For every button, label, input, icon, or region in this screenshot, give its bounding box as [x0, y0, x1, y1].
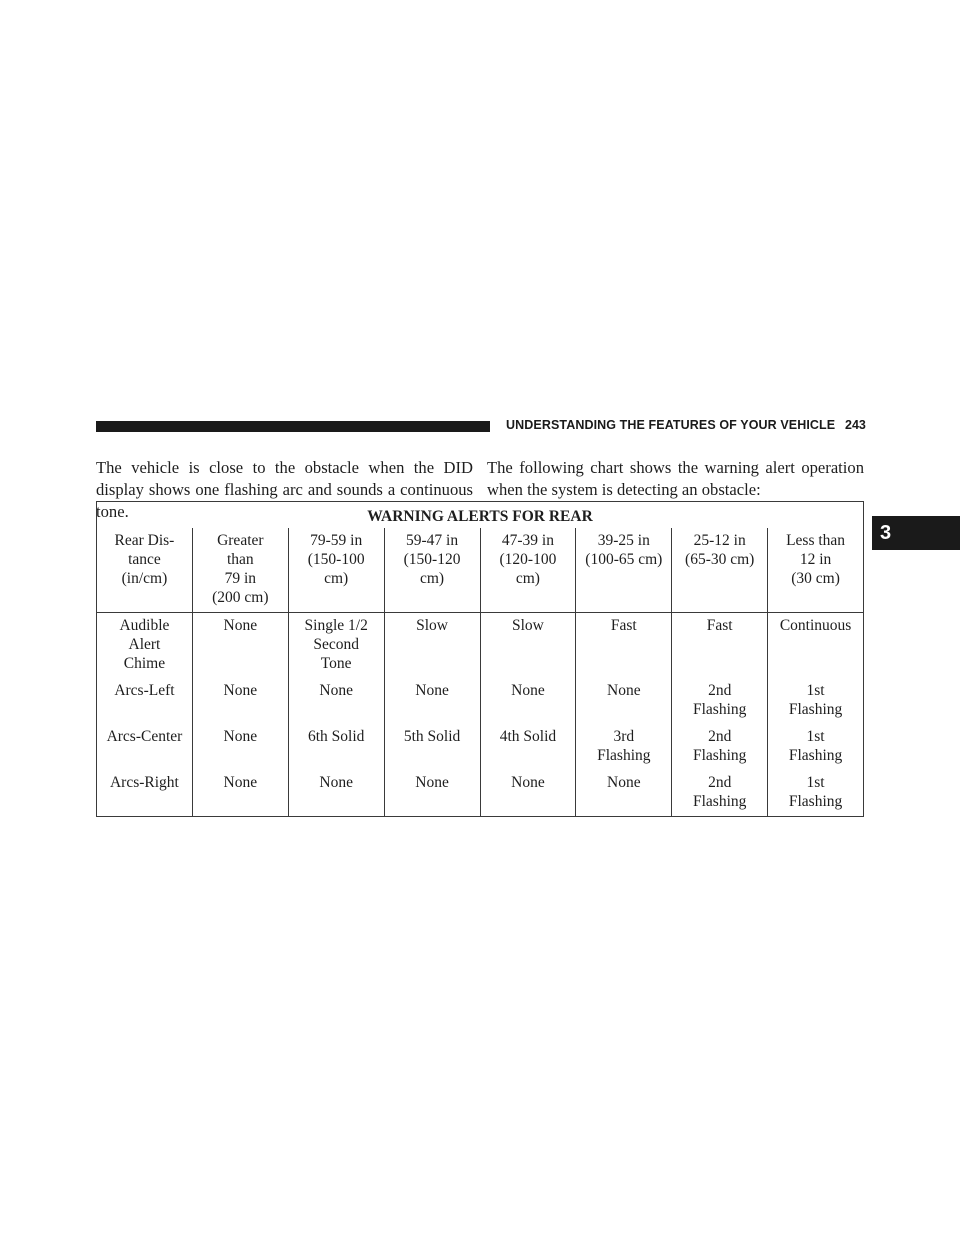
cell-line: (120-100	[499, 551, 557, 568]
table-cell	[192, 770, 288, 817]
cell-line: 25-12 in	[693, 532, 746, 549]
cell-line: Flashing	[788, 747, 843, 764]
table-cell	[672, 724, 768, 770]
header-cell	[192, 528, 288, 613]
cell-line: None	[415, 682, 449, 699]
cell-line: 1st	[806, 728, 825, 745]
cell-line: Flashing	[692, 793, 747, 810]
cell-line: None	[223, 728, 258, 745]
cell-line: (200 cm)	[212, 589, 269, 606]
cell-line: Greater	[217, 532, 264, 549]
cell-line: cm)	[515, 570, 540, 587]
table-cell	[288, 770, 384, 817]
cell-line: Flashing	[597, 747, 651, 764]
cell-line: None	[607, 774, 641, 791]
cell-line: 12 in	[799, 551, 832, 568]
cell-line: 39-25 in	[597, 532, 650, 549]
cell-line: tance	[128, 551, 161, 568]
cell-line: Continuous	[779, 617, 852, 634]
table-cell	[576, 724, 672, 770]
table-cell	[768, 613, 864, 679]
table-title: WARNING ALERTS FOR REAR	[97, 502, 864, 529]
cell-line: cm)	[324, 570, 349, 587]
table-cell	[768, 678, 864, 724]
table-row	[97, 613, 864, 679]
table-cell	[288, 613, 384, 679]
cell-line: 6th Solid	[307, 728, 365, 745]
table-cell	[192, 613, 288, 679]
cell-line: Flashing	[788, 701, 843, 718]
cell-line: Less than	[786, 532, 846, 549]
table-cell	[384, 678, 480, 724]
table-cell	[192, 724, 288, 770]
row-label-cell	[97, 770, 193, 817]
header-cell	[672, 528, 768, 613]
cell-line: None	[415, 774, 449, 791]
cell-line: Second	[313, 636, 359, 653]
cell-line: Arcs-Right	[109, 774, 179, 791]
cell-line: Flashing	[692, 701, 747, 718]
table-cell	[480, 770, 576, 817]
table-cell	[480, 613, 576, 679]
cell-line: than	[226, 551, 254, 568]
table-row	[97, 724, 864, 770]
cell-line: Chime	[123, 655, 166, 672]
cell-line: None	[607, 682, 641, 699]
table-cell	[480, 678, 576, 724]
table-cell	[384, 613, 480, 679]
table-cell	[288, 724, 384, 770]
cell-line: Alert	[128, 636, 161, 653]
header-rule-bar	[96, 421, 490, 432]
cell-line: Audible	[119, 617, 170, 634]
cell-line: 2nd	[708, 728, 732, 745]
table-cell	[768, 770, 864, 817]
table-row	[97, 770, 864, 817]
cell-line: None	[223, 682, 258, 699]
cell-line: (65-30 cm)	[685, 551, 755, 568]
cell-line: Arcs-Left	[114, 682, 175, 699]
table-cell	[384, 724, 480, 770]
cell-line: (100-65 cm)	[585, 551, 663, 568]
cell-line: None	[319, 774, 353, 791]
header-cell	[384, 528, 480, 613]
row-label-cell	[97, 724, 193, 770]
header-cell	[480, 528, 576, 613]
paragraph-right: The following chart shows the warning alert operation when the system is detecting an obstacle:	[487, 457, 864, 499]
cell-line: None	[223, 617, 258, 634]
warning-alerts-table	[96, 501, 864, 817]
cell-line: (in/cm)	[121, 570, 168, 587]
cell-line: 2nd	[708, 682, 732, 699]
table-cell	[768, 724, 864, 770]
cell-line: 3rd	[613, 728, 635, 745]
header-cell	[97, 528, 193, 613]
table-cell	[192, 678, 288, 724]
table-cell	[672, 770, 768, 817]
cell-line: Slow	[512, 617, 544, 634]
cell-line: None	[511, 682, 545, 699]
table-cell	[576, 613, 672, 679]
header-cell	[768, 528, 864, 613]
table-body	[97, 528, 864, 817]
chapter-tab-number: 3	[880, 521, 892, 544]
table-cell	[576, 678, 672, 724]
cell-line: None	[319, 682, 353, 699]
cell-line: 59-47 in	[406, 532, 459, 549]
cell-line: 47-39 in	[501, 532, 554, 549]
table-cell	[480, 724, 576, 770]
table-row	[97, 678, 864, 724]
cell-line: 1st	[806, 682, 825, 699]
running-header-title: UNDERSTANDING THE FEATURES OF YOUR VEHICLE	[506, 418, 836, 432]
table-cell	[672, 678, 768, 724]
page-number: 243	[845, 418, 866, 432]
table-cell	[384, 770, 480, 817]
cell-line: (30 cm)	[791, 570, 840, 587]
cell-line: 4th Solid	[499, 728, 557, 745]
cell-line: (150-120	[403, 551, 461, 568]
paragraph-left: The vehicle is close to the obstacle when the DID display shows one flashing arc and sounds a continuous tone.	[96, 457, 473, 521]
cell-line: cm)	[420, 570, 445, 587]
cell-line: None	[223, 774, 258, 791]
table-cell	[288, 678, 384, 724]
cell-line: Slow	[416, 617, 448, 634]
cell-line: 2nd	[708, 774, 732, 791]
row-label-cell	[97, 678, 193, 724]
cell-line: Rear Dis-	[114, 532, 175, 549]
header-cell	[288, 528, 384, 613]
cell-line: Arcs-Center	[106, 728, 183, 745]
table-header-row	[97, 528, 864, 613]
table-cell	[576, 770, 672, 817]
cell-line: 5th Solid	[403, 728, 461, 745]
cell-line: Single 1/2	[304, 617, 368, 634]
cell-line: 79-59 in	[310, 532, 363, 549]
header-cell	[576, 528, 672, 613]
cell-line: 79 in	[224, 570, 257, 587]
cell-line: Fast	[706, 617, 733, 634]
cell-line: None	[511, 774, 545, 791]
cell-line: Flashing	[788, 793, 843, 810]
cell-line: 1st	[806, 774, 825, 791]
cell-line: Tone	[320, 655, 352, 672]
cell-line: Fast	[610, 617, 637, 634]
chapter-tab	[872, 516, 960, 550]
cell-line: Flashing	[692, 747, 747, 764]
table-cell	[672, 613, 768, 679]
row-label-cell	[97, 613, 193, 679]
cell-line: (150-100	[307, 551, 365, 568]
